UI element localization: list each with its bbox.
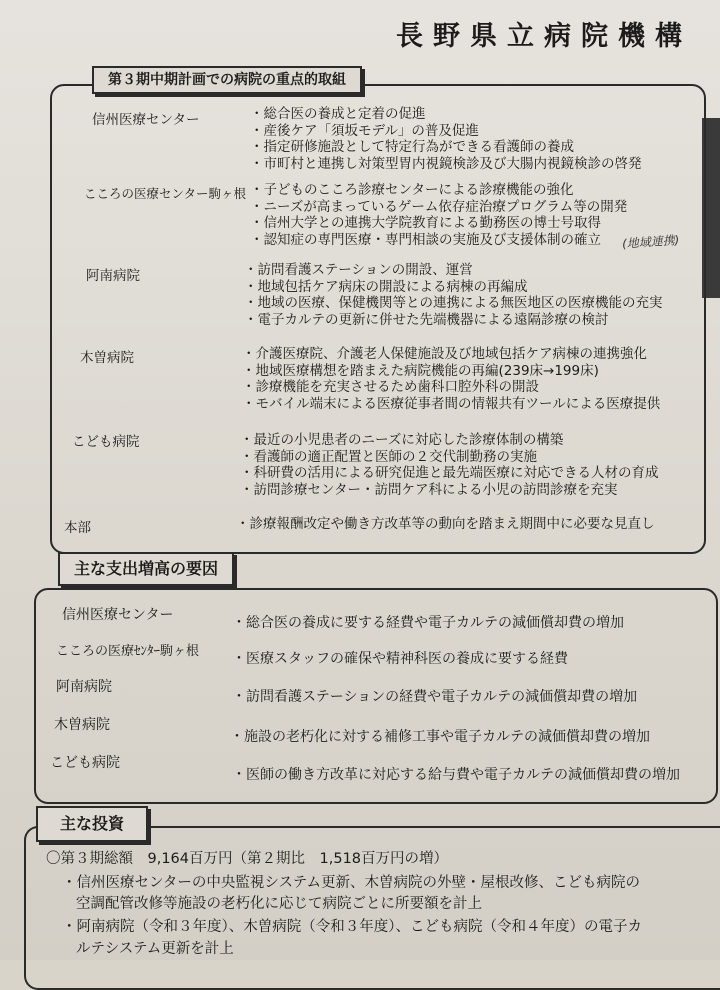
priority-item: ・診療報酬改定や働き方改革等の動向を踏まえ期間中に必要な見直し xyxy=(236,516,655,532)
priority-hospital-kodomo: こども病院 xyxy=(72,434,140,450)
priority-items-kodomo xyxy=(240,432,659,498)
priority-hospital-anan: 阿南病院 xyxy=(86,268,140,284)
priority-items-shinshu xyxy=(250,106,642,172)
priority-item: ・産後ケア「須坂モデル」の普及促進 xyxy=(250,122,479,139)
priority-item: ・ニーズが高まっているゲーム依存症治療プログラム等の開発 xyxy=(250,198,628,215)
investment-line: ・信州医療センターの中央監視システム更新、木曽病院の外壁・屋根改修、こども病院の xyxy=(62,875,640,891)
priority-items-honbu xyxy=(236,516,655,533)
expense-text-kiso: ・施設の老朽化に対する補修工事や電子カルテの減価償却費の増加 xyxy=(230,729,650,745)
priority-hospital-kiso: 木曽病院 xyxy=(80,350,134,366)
priority-hospital-shinshu: 信州医療センター xyxy=(92,112,200,128)
priority-items-anan xyxy=(244,262,663,328)
priority-items-kiso xyxy=(242,346,660,412)
investment-total: 〇第３期総額 9,164百万円（第２期比 1,518百万円の増） xyxy=(46,851,449,867)
expense-hospital-shinshu: 信州医療センター xyxy=(62,607,174,623)
expense-hospital-anan: 阿南病院 xyxy=(56,679,112,695)
priorities-heading: 第３期中期計画での病院の重点的取組 xyxy=(92,66,362,94)
priority-item: ・電子カルテの更新に併せた先端機器による遠隔診療の検討 xyxy=(244,311,609,328)
organization-title: 長野県立病院機構 xyxy=(396,21,692,52)
priority-item: ・看護師の適正配置と医師の２交代制勤務の実施 xyxy=(240,448,537,465)
priority-items-kokoro xyxy=(250,182,627,248)
priority-item: ・地域包括ケア病床の開設による病棟の再編成 xyxy=(244,278,528,295)
expense-text-kokoro: ・医療スタッフの確保や精神科医の養成に要する経費 xyxy=(232,651,568,667)
expense-text-anan: ・訪問看護ステーションの経費や電子カルテの減価償却費の増加 xyxy=(232,689,638,705)
priority-item: ・認知症の専門医療・専門相談の実施及び支援体制の確立 xyxy=(250,231,601,248)
expense-text-shinshu: ・総合医の養成に要する経費や電子カルテの減価償却費の増加 xyxy=(232,615,624,631)
priority-item: ・地域の医療、保健機関等との連携による無医地区の医療機能の充実 xyxy=(244,295,663,311)
expense-hospital-kiso: 木曽病院 xyxy=(54,717,110,733)
priority-item: ・指定研修施設として特定行為ができる看護師の養成 xyxy=(250,139,574,155)
priority-item: ・科研費の活用による研究促進と最先端医療に対応できる人材の育成 xyxy=(240,465,659,481)
priority-item: ・信州大学との連携大学院教育による勤務医の博士号取得 xyxy=(250,215,601,231)
priority-item: ・地域医療構想を踏まえた病院機能の再編(239床→199床) xyxy=(242,362,599,379)
priority-item: ・訪問診療センター・訪問ケア科による小児の訪問診療を充実 xyxy=(240,481,618,498)
expenses-heading: 主な支出増高の要因 xyxy=(58,552,234,586)
expense-text-kodomo: ・医師の働き方改革に対応する給与費や電子カルテの減価償却費の増加 xyxy=(232,767,680,783)
investment-line: ・阿南病院（令和３年度）、木曽病院（令和３年度）、こども病院（令和４年度）の電子カ xyxy=(62,919,642,935)
priority-item: ・訪問看護ステーションの開設、運営 xyxy=(244,262,473,278)
expense-hospital-kokoro: こころの医療ｾﾝﾀｰ駒ヶ根 xyxy=(56,644,200,659)
investment-heading: 主な投資 xyxy=(36,806,148,842)
priority-item: ・市町村と連携し対策型胃内視鏡検診及び大腸内視鏡検診の啓発 xyxy=(250,155,642,172)
priority-item: ・最近の小児患者のニーズに対応した診療体制の構築 xyxy=(240,432,564,448)
investment-line: 空調配管改修等施設の老朽化に応じて病院ごとに所要額を計上 xyxy=(76,896,482,912)
priority-item: ・介護医療院、介護老人保健施設及び地域包括ケア病棟の連携強化 xyxy=(242,346,647,362)
priority-item: ・診療機能を充実させるため歯科口腔外科の開設 xyxy=(242,379,539,395)
priority-item: ・モバイル端末による医療従事者間の情報共有ツールによる医療提供 xyxy=(242,395,661,412)
expense-hospital-kodomo: こども病院 xyxy=(50,755,120,771)
priority-hospital-honbu: 本部 xyxy=(64,520,91,536)
priority-item: ・総合医の養成と定着の促進 xyxy=(250,106,426,122)
investment-line: ルテシステム更新を計上 xyxy=(76,941,234,957)
handwritten-note: (地域連携) xyxy=(621,233,680,251)
priority-hospital-kokoro: こころの医療センター駒ヶ根 xyxy=(84,186,247,201)
priority-item: ・子どものこころ診療センターによる診療機能の強化 xyxy=(250,182,574,198)
